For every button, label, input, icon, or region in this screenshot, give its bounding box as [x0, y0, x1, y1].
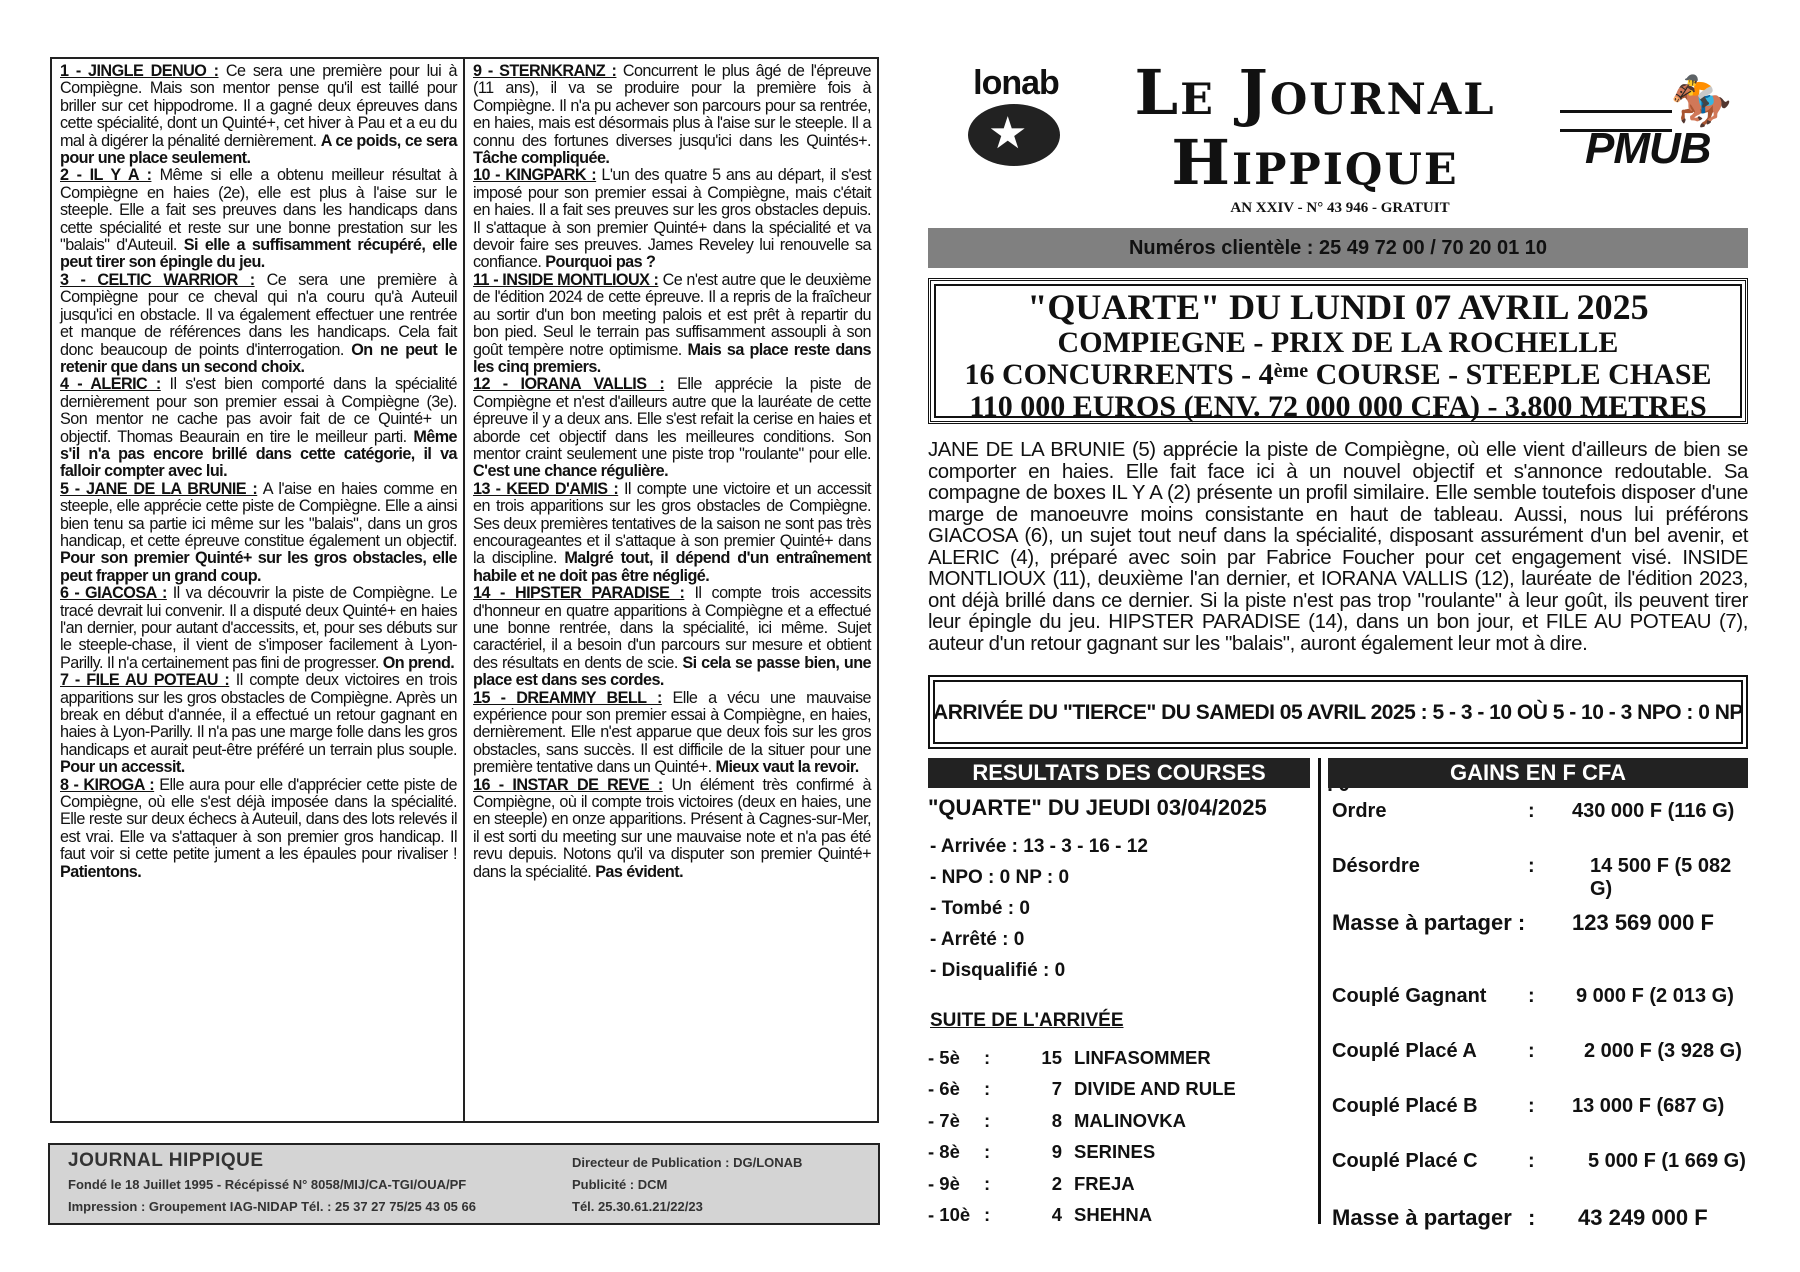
title-line-2: Hippique [1171, 126, 1459, 199]
horse-verdict: Mais sa place reste dans les cinq premiers. [473, 340, 871, 376]
horse-name: 9 - STERNKRANZ : [473, 62, 617, 80]
horse-comment: Concurrent le plus âgé de l'épreuve (11 ans), il va se produire pour la première fois à Compiègne. Il n'a pu achever son parcours pour sa rentrée, en haies, mais est désormais plus à l'aise sur le steeple. Il a connu des fortunes diverses jusqu'ici dans les Quintés+. [473, 62, 871, 150]
race-venue: COMPIEGNE - PRIX DE LA ROCHELLE [1057, 326, 1619, 359]
pmub-logo [1560, 72, 1742, 182]
finish-row: - 6è : 7 DIVIDE AND RULE [928, 1078, 1236, 1100]
horse-entry [60, 63, 457, 167]
horse-name: 2 - IL Y A : [60, 166, 152, 185]
horse-comment: Elle aura pour elle d'apprécier cette piste de Compiègne, où elle s'est déjà imposée dans la spécialité. Elle reste sur deux échecs à Auteuil, dans des lots relevés il est vrai. Elle va s'attaquer à son premier gros handicap. Il faut voir si cette petite jument a les épaules pour rivaliser ! [60, 775, 457, 864]
horse-entry [473, 585, 871, 689]
footer-founded: Fondé le 18 Juillet 1995 - Récépissé N° 8058/MIJ/CA-TGI/OUA/PF [68, 1177, 467, 1192]
finish-order-title: SUITE DE L'ARRIVÉE [930, 1010, 1124, 1031]
horse-verdict: Tâche compliquée. [473, 149, 610, 168]
horse-comment: Ce sera une première à Compiègne pour ce cheval qui n'a couru qu'à Auteuil jusqu'ici en obstacle. Il va également effectuer une rentrée et manque de références dans les handicaps. Cela fait donc beaucoup de points d'interrogation. [60, 270, 457, 359]
horse-entry [473, 690, 871, 777]
horse-entry [473, 481, 871, 585]
horse-entry [473, 167, 871, 271]
horse-entry [60, 777, 457, 881]
edition-number: AN XXIV - N° 43 946 - GRATUIT [1230, 200, 1450, 216]
horse-comment: Même si elle a obtenu meilleur résultat à Compiègne en haies (2e), elle est plus à l'aise sur le steeple. Elle a fait ses preuves dans les handicaps dans cette spécialité et reste sur une bonne prestation sur les "balais" d'Auteuil. [60, 166, 457, 255]
horse-name: 10 - KINGPARK : [473, 166, 597, 185]
gains-header: GAINS EN F CFA [1328, 758, 1748, 788]
publication-footer [48, 1143, 880, 1225]
horse-name: 4 - ALERIC : [60, 375, 161, 394]
jockey-horse-icon: 🏇 [1670, 73, 1733, 129]
results-line: - Arrivée : 13 - 3 - 16 - 12 [930, 836, 1148, 857]
horse-verdict: Pas évident. [595, 862, 684, 881]
horse-verdict: On prend. [382, 653, 455, 672]
horse-name: 5 - JANE DE LA BRUNIE : [60, 479, 258, 498]
footer-title: JOURNAL HIPPIQUE [68, 1150, 264, 1171]
horse-verdict: Même s'il n'a pas encore brillé dans cette catégorie, il va falloir compter avec lui. [60, 427, 457, 481]
horse-verdict: Patientons. [60, 862, 142, 881]
results-line: - NPO : 0 NP : 0 [930, 867, 1070, 888]
commentary-column-2 [465, 59, 877, 1121]
finish-row: - 10è : 4 SHEHNA [928, 1204, 1153, 1226]
horse-comment: Ce n'est autre que le deuxième de l'édition 2024 de cette épreuve. Il a repris de la fraîcheur au sortir d'un bon meeting palois et est prêt à repartir du bon pied. Seul le terrain pas suffisamment assoupli à son goût tempère notre optimisme. [473, 270, 871, 359]
horse-name: 16 - INSTAR DE REVE : [473, 775, 663, 794]
horse-comment: Elle apprécie la piste de Compiègne et n'est d'ailleurs autre que la lauréate de cette épreuve il y a deux ans. Elle s'est refait la cerise en haies et aborde cet objectif dans les meilleures conditions. Son mentor craint seulement une piste trop "roulante" pour elle. [473, 375, 871, 463]
horse-entry [473, 272, 871, 376]
horse-verdict: Si elle a suffisamment récupéré, elle peut tirer son épingle du jeu. [60, 236, 457, 272]
horse-comment: Il compte trois accessits d'honneur en quatre apparitions à Compiègne et a effectué une bonne rentrée, dans la spécialité, ici même. Sujet caractériel, il a besoin d'un parcours sur mesure et obtient des résultats en dents de scie. [473, 584, 871, 672]
horse-entry [60, 167, 457, 271]
horse-verdict: Pour un accessit. [60, 758, 185, 777]
race-analysis: JANE DE LA BRUNIE (5) apprécie la piste de Compiègne, où elle vient d'ailleurs de bien se comporter en haies. Elle fait face ici à un nouvel objectif et s'annonce redoutable. Sa compagne de boxes IL Y A (2) présente un profil similaire. Elle semble toutefois disposer d'une marge de manoeuvre moins consistante en haut de tableau. Aussi, nous lui préférons GIACOSA (6), un sujet tout neuf dans la spécialité, disposant assurément d'un bel avenir, et ALERIC (4), préparé avec soin par Fabrice Foucher pour cet engagement visé. INSIDE MONTLIOUX (11), deuxième l'an dernier, et IORANA VALLIS (12), lauréate de l'édition 2023, ont déjà brillé dans ce dernier. Si la piste n'est pas trop "roulante" à leur goût, ils peuvent tirer leur épingle du jeu. HIPSTER PARADISE (14), dans un bon jour, et FILE AU POTEAU (7), auteur d'un retour gagnant sur les "balais", auront également leur mot à dire. [928, 439, 1748, 655]
horse-comment: A l'aise en haies comme en steeple, elle apprécie cette piste de Compiègne. Elle a ainsi bien tenu sa partie ici même sur les "balais", dans un gros handicap, et cette épreuve constitue également un objectif. [60, 479, 457, 550]
horse-verdict: Si cela se passe bien, une place est dans ses cordes. [473, 653, 871, 690]
horse-comment: Elle a vécu une mauvaise expérience pour son premier essai à Compiègne, en haies, dernièrement. Elle n'est apparue que deux fois sur les gros obstacles, sans succès. Il est difficile de la situer pour une première tentative dans un Quinté+. [473, 688, 871, 777]
horse-name: 3 - CELTIC WARRIOR : [60, 270, 255, 289]
column-divider [1318, 758, 1321, 1224]
horse-comment: Ce sera une première pour lui à Compiègne. Mais son mentor pense qu'il est taillé pour briller sur cet hippodrome. Il a gagné deux épreuves dans cette spécialité, dont un Quinté+, cet hiver à Pau et a eu du mal à digérer la pénalité dernièrement. [60, 62, 457, 150]
horse-verdict: Pour son premier Quinté+ sur les gros obstacles, elle peut frapper un grand coup. [60, 549, 457, 585]
results-line: - Tombé : 0 [930, 898, 1030, 919]
horse-comment: Il s'est bien comporté dans la spécialité dernièrement pour son premier essai à Compiègne (3e). Son mentor ne cache pas avoir fait de ce Quinté+ un objectif. Thomas Beaurain en tire le meilleur parti. [60, 375, 458, 446]
newspaper-title [1090, 58, 1540, 198]
results-race-title: "QUARTE" DU JEUDI 03/04/2025 [928, 795, 1267, 820]
results-line: - Arrêté : 0 [930, 929, 1025, 950]
star-icon: ★ [988, 109, 1028, 158]
pmub-logo-text: PMUB [1585, 124, 1711, 173]
race-details-b: COURSE - STEEPLE CHASE [1308, 358, 1712, 391]
race-details-sup: ème [1273, 360, 1309, 382]
horse-entry [60, 376, 457, 480]
horse-name: 13 - KEED D'AMIS : [473, 479, 619, 498]
lonab-logo-text: lonab [973, 64, 1059, 102]
horse-comment: L'un des quatre 5 ans au départ, il s'est imposé pour son premier essai à Compiègne, mais c'était en haies. Il a fait ses preuves sur les gros obstacles depuis. Il s'attaque à son premier Quinté+ dans la spécialité et va devoir faire ses preuves. James Reveley lui renouvelle sa confiance. [473, 166, 871, 272]
race-details-a: 16 CONCURRENTS - 4 [964, 358, 1274, 391]
finish-row: - 8è : 9 SERINES [928, 1141, 1156, 1163]
finish-row: - 7è : 8 MALINOVKA [928, 1109, 1187, 1131]
tierce-result-box: ARRIVÉE DU "TIERCE" DU SAMEDI 05 AVRIL 2025 : 5 - 3 - 10 OÙ 5 - 10 - 3 NPO : 0 NP [928, 675, 1748, 749]
race-purse: 110 000 EUROS (ENV. 72 000 000 CFA) - 3.800 METRES [969, 390, 1707, 423]
horse-entry [60, 585, 457, 672]
horse-entry [473, 777, 871, 881]
horse-name: 15 - DREAMMY BELL : [473, 688, 662, 707]
finish-order-table [928, 1042, 1236, 1231]
horse-entry [473, 376, 871, 480]
horse-entry [60, 272, 457, 376]
horse-entry [60, 672, 457, 776]
race-title-box [928, 278, 1748, 424]
horse-comment: Un élément très confirmé à Compiègne, où il compte trois victoires (deux en haies, une en steeple) en onze apparitions. Présent à Cagnes-sur-Mer, il est sorti du meeting sur une mauvaise note et n'a pas été revu depuis. Notons qu'il va disputer son premier Quinté+ dans la spécialité. [473, 775, 872, 881]
results-line: - Disqualifié : 0 [930, 960, 1066, 981]
horse-verdict: A ce poids, ce sera pour une place seulement. [60, 131, 458, 168]
horse-entry [60, 481, 457, 585]
footer-director: Directeur de Publication : DG/LONAB [572, 1155, 803, 1170]
horse-name: 12 - IORANA VALLIS : [473, 375, 665, 394]
horse-comment: Il compte deux victoires en trois apparitions sur les gros obstacles de Compiègne. Après un break en début d'année, il a effectué un retour gagnant en haies à Lyon-Parilly. Il n'a pas une marge folle dans les gros handicaps et aurait peut-être préféré un terrain plus souple. [60, 671, 457, 759]
race-title: "QUARTE" DU LUNDI 07 AVRIL 2025 [1027, 287, 1649, 327]
horse-comment: Il compte une victoire et un accessit en trois apparitions sur les gros obstacles de Compiègne. Ses deux premières tentatives de la saison ne sont pas très encourageantes et il s'attaque à son premier Quinté+ dans la discipline. [473, 479, 871, 568]
footer-printing: Impression : Groupement IAG-NIDAP Tél. : 25 37 27 75/25 43 05 66 [68, 1199, 476, 1214]
title-line-1: Le Journal [1134, 56, 1496, 129]
finish-row: - 5è : 15 LINFASOMMER [928, 1046, 1211, 1068]
client-numbers-bar: Numéros clientèle : 25 49 72 00 / 70 20 01 10 [928, 228, 1748, 268]
race-details [931, 359, 1745, 391]
horse-verdict: C'est une chance régulière. [473, 462, 669, 481]
horse-comment: Il va découvrir la piste de Compiègne. Le tracé devrait lui convenir. Il a disputé deux Quinté+ en haies l'an dernier, pour autant d'accessits, et, pour ses débuts sur le steeple-chase, il vient de s'imposer facilement à Lyon-Parilly. Il n'a certainement pas fini de progresser. [60, 584, 458, 672]
lonab-logo [960, 62, 1072, 170]
horse-name: 8 - KIROGA : [60, 775, 155, 794]
horse-verdict: On ne peut le retenir que dans un second choix. [60, 340, 457, 376]
horse-commentary-columns [50, 57, 879, 1123]
horse-entry [473, 63, 871, 167]
horse-verdict: Malgré tout, il dépend d'un entraînement habile et ne doit pas être négligé. [473, 549, 871, 585]
footer-phone: Tél. 25.30.61.21/22/23 [572, 1199, 703, 1214]
results-header: RESULTATS DES COURSES [928, 758, 1310, 788]
horse-name: 1 - JINGLE DENUO : [60, 62, 219, 80]
footer-advertising: Publicité : DCM [572, 1177, 668, 1192]
horse-name: 7 - FILE AU POTEAU : [60, 671, 230, 690]
horse-name: 11 - INSIDE MONTLIOUX : [473, 270, 659, 289]
commentary-column-1 [52, 59, 465, 1121]
horse-name: 6 - GIACOSA : [60, 584, 167, 603]
finish-row: - 9è : 2 FREJA [928, 1172, 1135, 1194]
horse-verdict: Pourquoi pas ? [545, 253, 656, 272]
horse-name: 14 - HIPSTER PARADISE : [473, 584, 685, 603]
horse-verdict: Mieux vaut la revoir. [715, 758, 859, 777]
